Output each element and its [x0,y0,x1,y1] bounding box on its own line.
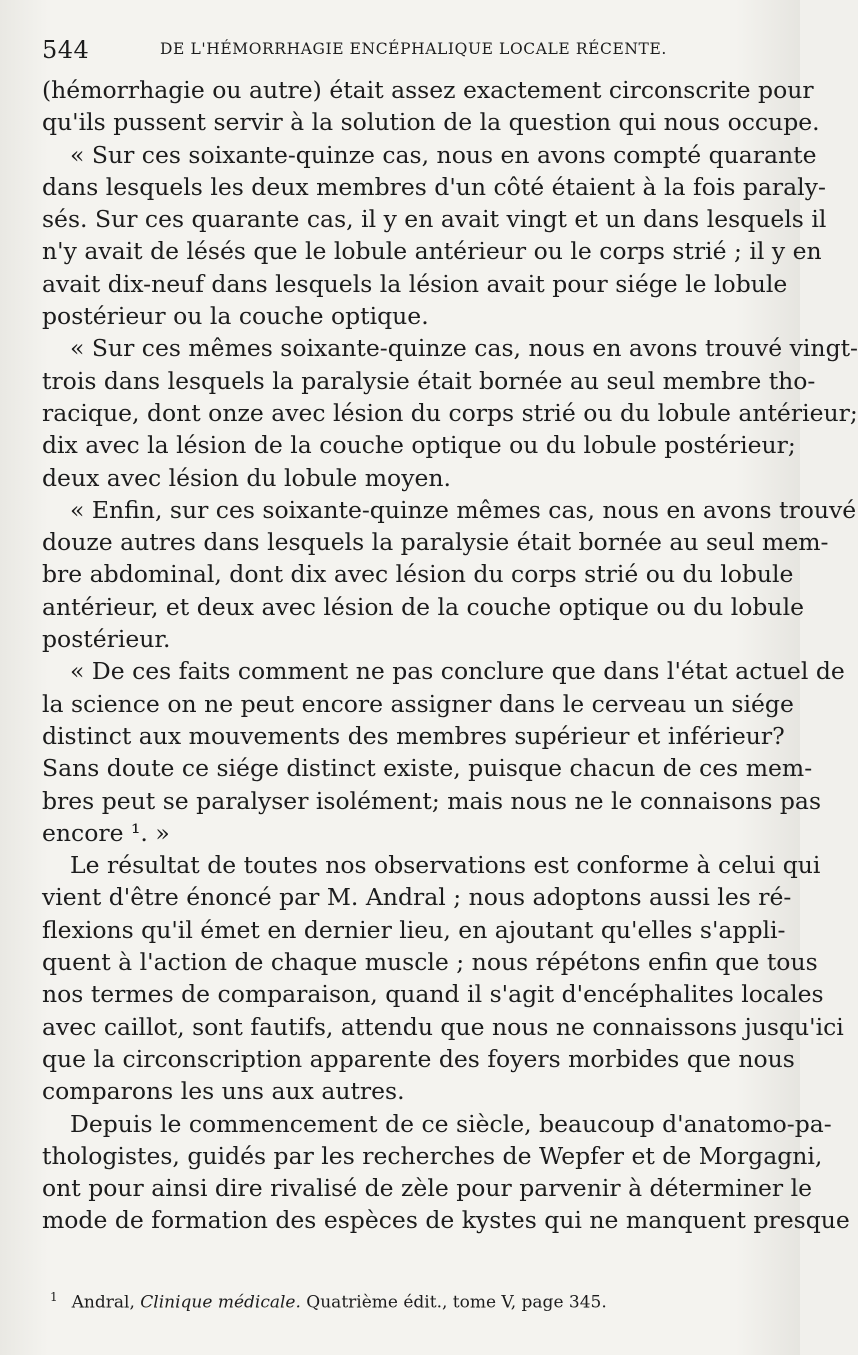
text-line: postérieur ou la couche optique. [42,302,429,331]
text-line: qu'ils pussent servir à la solution de la question qui nous occupe. [42,108,820,137]
text-line: flexions qu'il émet en dernier lieu, en ajoutant qu'elles s'appli- [42,915,786,944]
text-line: trois dans lesquels la paralysie était bornée au seul membre tho- [42,366,816,395]
running-title: DE L'HÉMORRHAGIE ENCÉPHALIQUE LOCALE RÉCENTE. [160,40,667,58]
text-line: thologistes, guidés par les recherches de Wepfer et de Morgagni, [42,1141,823,1170]
text-line: (hémorrhagie ou autre) était assez exactement circonscrite pour [42,76,814,104]
text-line: dix avec la lésion de la couche optique ou du lobule postérieur; [42,431,796,460]
text-line: nos termes de comparaison, quand il s'agit d'encéphalites locales [42,980,824,1009]
text-line: la science on ne peut encore assigner dans le cerveau un siége [42,689,794,718]
body-text [42,74,858,1237]
text-line: distinct aux mouvements des membres supérieur et inférieur? [42,721,785,750]
text-line: n'y avait de lésés que le lobule antérieur ou le corps strié ; il y en [42,237,822,266]
text-line: « Enfin, sur ces soixante-quinze mêmes cas, nous en avons trouvé [70,495,857,524]
text-line: ont pour ainsi dire rivalisé de zèle pour parvenir à déterminer le [42,1174,813,1203]
text-line: « De ces faits comment ne pas conclure que dans l'état actuel de [70,657,845,686]
page-header [42,36,762,66]
text-line: bres peut se paralyser isolément; mais nous ne le connaisons pas [42,786,821,815]
text-line: que la circonscription apparente des foyers morbides que nous [42,1044,795,1073]
footnote-work-title: Clinique médicale. [140,1292,301,1313]
text-line: sés. Sur ces quarante cas, il y en avait vingt et un dans lesquels il [42,205,827,234]
text-line: « Sur ces soixante-quinze cas, nous en avons compté quarante [70,140,817,169]
text-line: vient d'être énoncé par M. Andral ; nous adoptons aussi les ré- [42,883,792,912]
text-line: Sans doute ce siége distinct existe, puisque chacun de ces mem- [42,754,813,783]
footnote-author: Andral, [71,1292,135,1313]
text-line: postérieur. [42,625,171,654]
text-line: mode de formation des espèces de kystes qui ne manquent presque [42,1206,850,1235]
text-line: Depuis le commencement de ce siècle, beaucoup d'anatomo-pa- [70,1109,832,1138]
footnote [50,1290,750,1313]
text-line: « Sur ces mêmes soixante-quinze cas, nous en avons trouvé vingt- [70,334,858,363]
text-line: quent à l'action de chaque muscle ; nous répétons enfin que tous [42,948,818,977]
text-line: encore ¹. » [42,818,170,847]
text-line: dans lesquels les deux membres d'un côté étaient à la fois paraly- [42,172,826,201]
text-line: racique, dont onze avec lésion du corps strié ou du lobule antérieur; [42,398,858,427]
footnote-mark: 1 [50,1290,58,1304]
text-line: avec caillot, sont fautifs, attendu que nous ne connaissons jusqu'ici [42,1012,844,1041]
text-line: douze autres dans lesquels la paralysie était bornée au seul mem- [42,528,829,557]
text-line: avait dix-neuf dans lesquels la lésion avait pour siége le lobule [42,269,788,298]
page-number: 544 [42,36,90,64]
text-line: Le résultat de toutes nos observations est conforme à celui qui [70,851,821,880]
text-line: bre abdominal, dont dix avec lésion du corps strié ou du lobule [42,560,794,589]
text-line: comparons les uns aux autres. [42,1077,405,1106]
text-line: antérieur, et deux avec lésion de la couche optique ou du lobule [42,592,804,621]
footnote-details: Quatrième édit., tome V, page 345. [306,1292,607,1313]
text-line: deux avec lésion du lobule moyen. [42,463,451,492]
